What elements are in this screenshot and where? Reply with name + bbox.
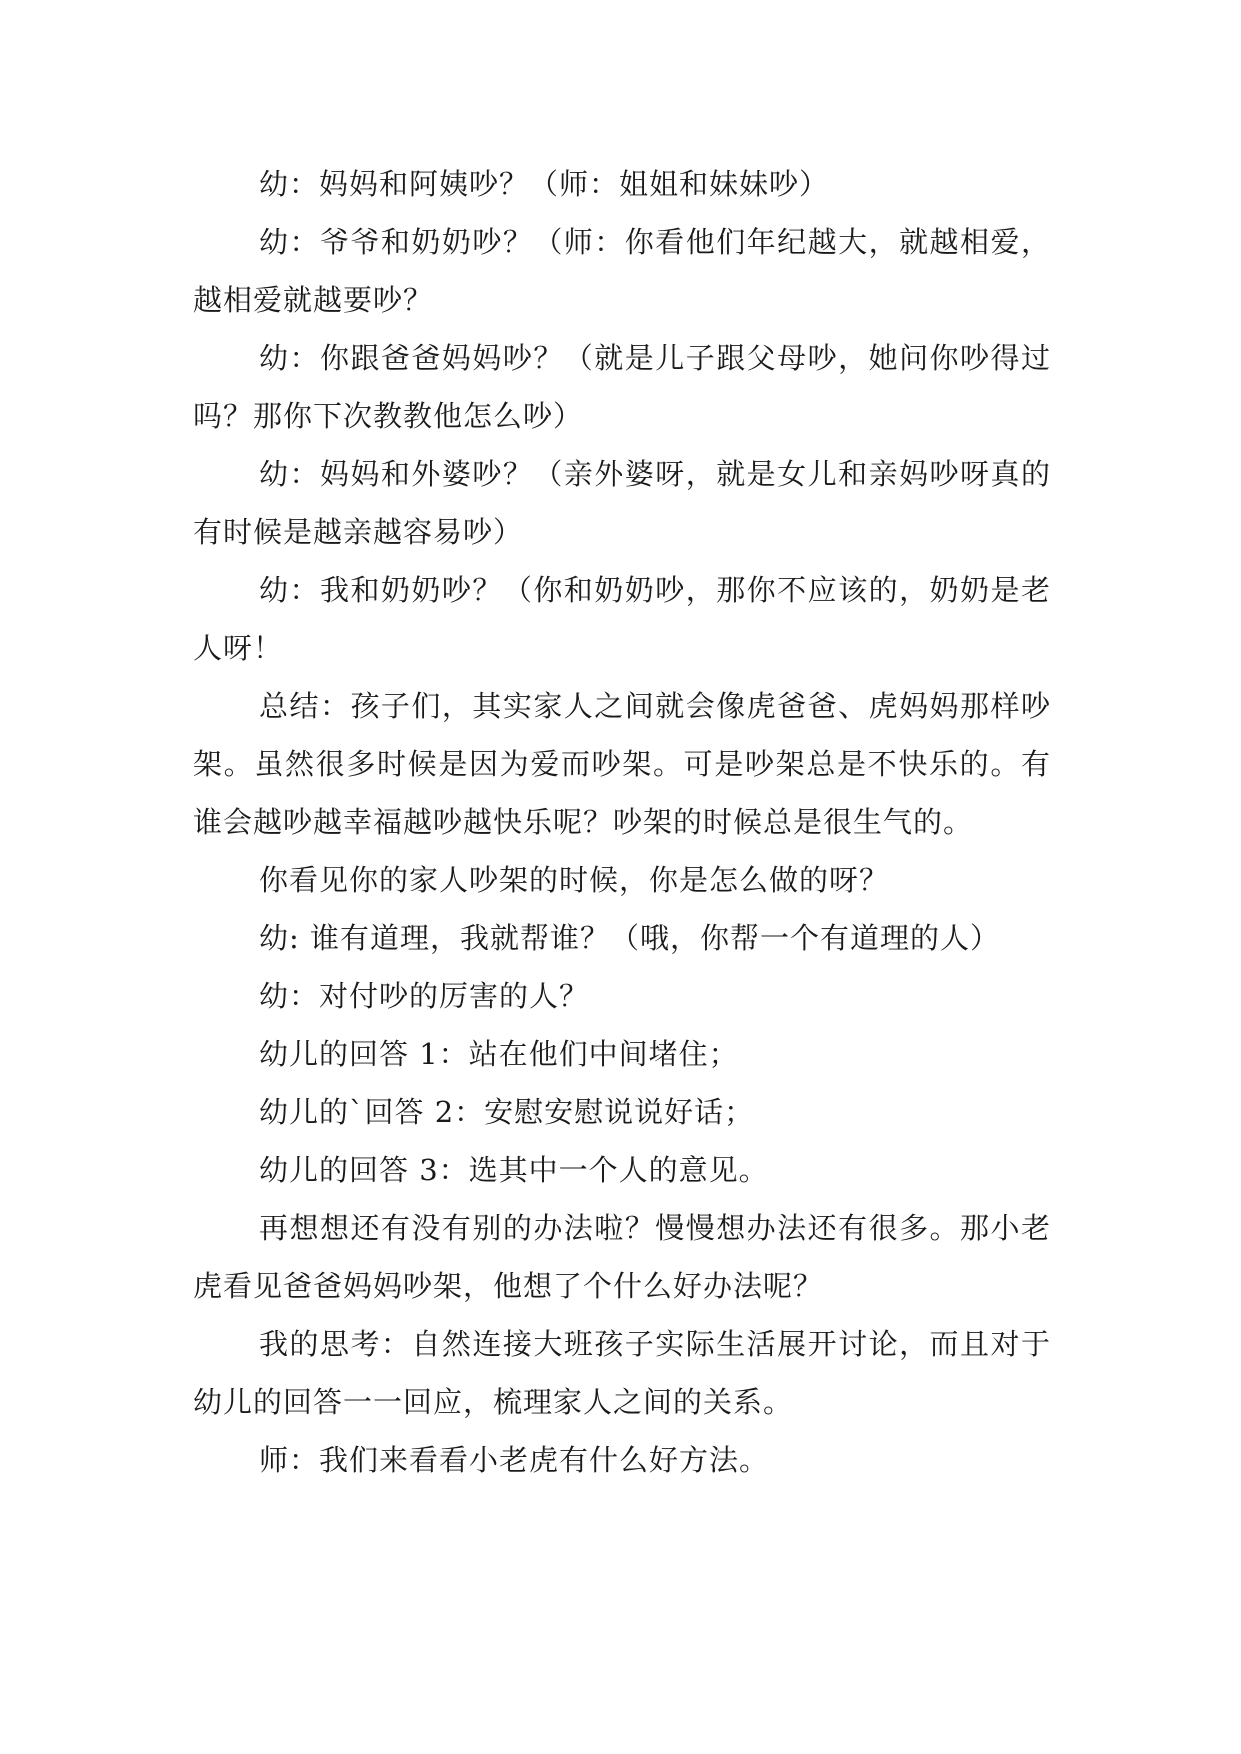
- paragraph-15: 师：我们来看看小老虎有什么好方法。: [259, 1443, 770, 1477]
- paragraph-13: 再想想还有没有别的办法啦？慢慢想办法还有很多。那小老虎看见爸爸妈妈吵架，他想了个什么好办法呢？: [193, 1211, 1051, 1303]
- document-body: [193, 155, 1051, 1489]
- paragraph-2: 幼：爷爷和奶奶吵？（师：你看他们年纪越大，就越相爱，越相爱就越要吵？: [193, 225, 1051, 317]
- paragraph-1: 幼：妈妈和阿姨吵？（师：姐姐和妹妹吵）: [259, 167, 830, 201]
- paragraph-12: 幼儿的回答 3：选其中一个人的意见。: [259, 1153, 769, 1187]
- paragraph-14: 我的思考：自然连接大班孩子实际生活展开讨论，而且对于幼儿的回答一一回应，梳理家人之间的关系。: [193, 1327, 1051, 1419]
- paragraph-11: 幼儿的`回答 2：安慰安慰说说好话；: [259, 1095, 755, 1129]
- paragraph-9: 幼：对付吵的厉害的人？: [259, 979, 590, 1013]
- paragraph-5: 幼：我和奶奶吵？（你和奶奶吵，那你不应该的，奶奶是老人呀！: [193, 573, 1051, 665]
- paragraph-8: 幼: 谁有道理，我就帮谁？（哦，你帮一个有道理的人）: [259, 921, 1000, 955]
- paragraph-6: 总结：孩子们，其实家人之间就会像虎爸爸、虎妈妈那样吵架。虽然很多时候是因为爱而吵架。可是吵架总是不快乐的。有谁会越吵越幸福越吵越快乐呢？吵架的时候总是很生气的。: [193, 689, 1051, 839]
- paragraph-10: 幼儿的回答 1：站在他们中间堵住；: [259, 1037, 739, 1071]
- paragraph-4: 幼：妈妈和外婆吵？（亲外婆呀，就是女儿和亲妈吵呀真的有时候是越亲越容易吵）: [193, 457, 1051, 549]
- paragraph-7: 你看见你的家人吵架的时候，你是怎么做的呀？: [259, 863, 890, 897]
- paragraph-3: 幼：你跟爸爸妈妈吵？（就是儿子跟父母吵，她问你吵得过吗？那你下次教教他怎么吵）: [193, 341, 1051, 433]
